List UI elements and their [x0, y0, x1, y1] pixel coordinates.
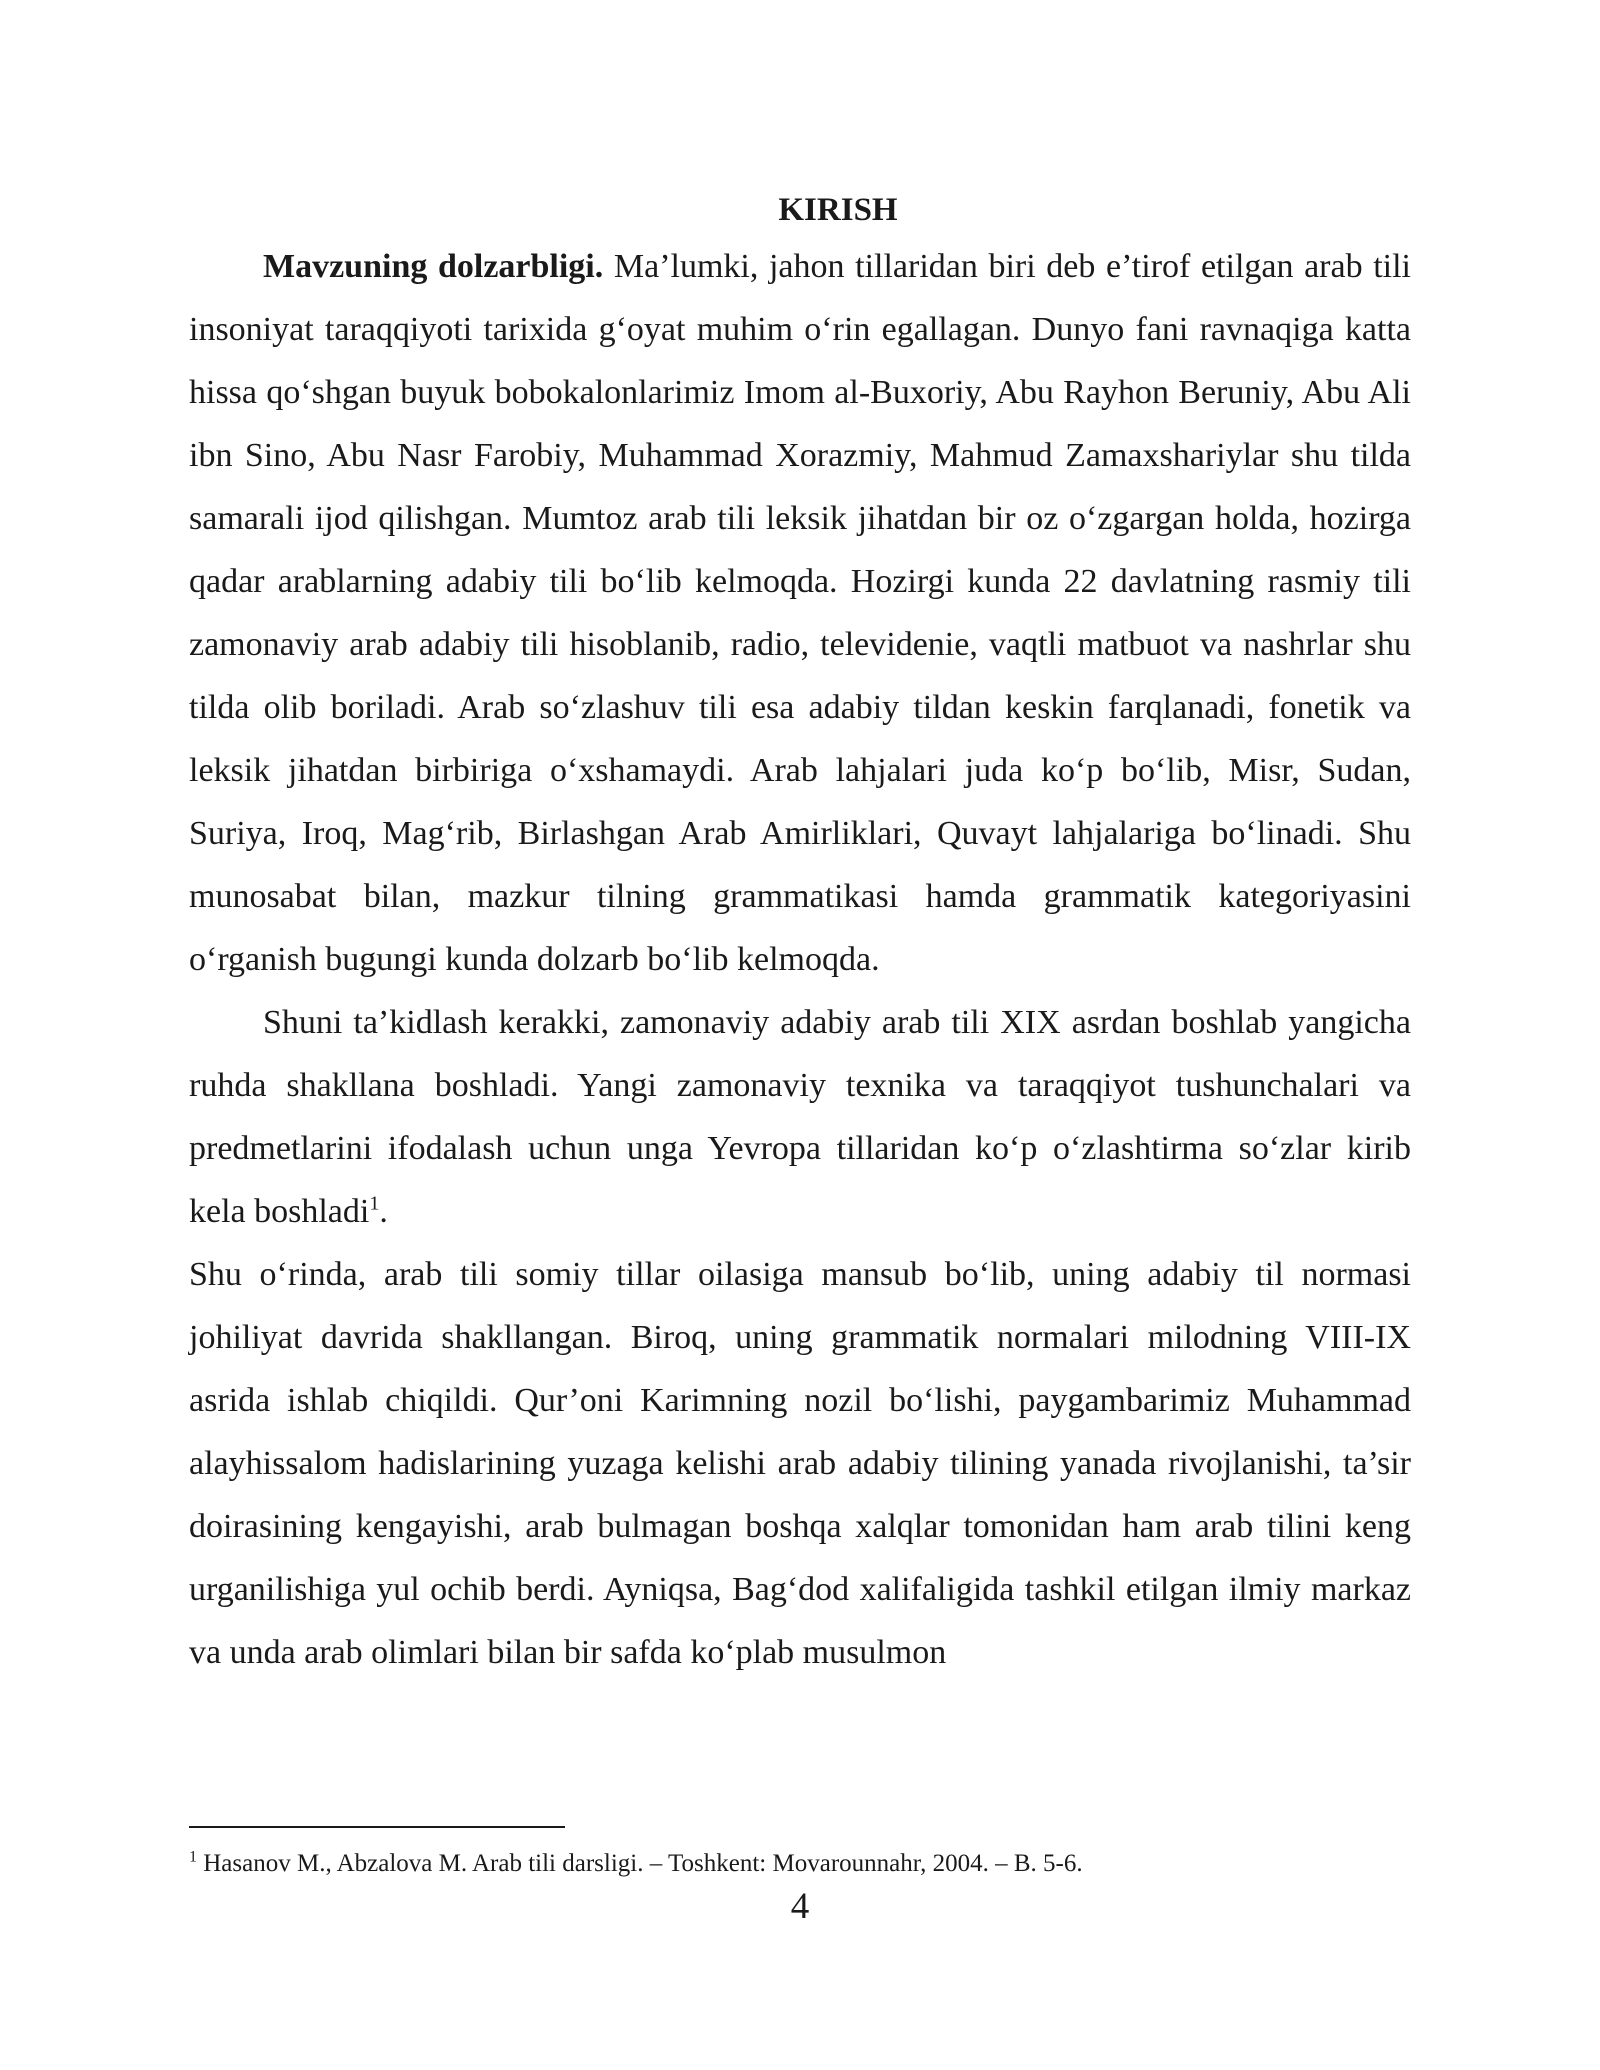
- footnote-marker: 1: [189, 1848, 197, 1866]
- paragraph-lead: Mavzuning dolzarbligi.: [263, 248, 604, 285]
- paragraph-text: Shuni ta’kidlash kerakki, zamonaviy adabiy arab tili XIX asrdan boshlab yangicha ruhda shakllana boshladi. Yangi zamonaviy texnika va taraqqiyot tushunchalari va predmetlarini ifodalash uchun unga Yevropa tillaridan ko‘p o‘zlashtirma so‘zlar kirib kela boshladi: [189, 1004, 1411, 1230]
- paragraph-tail: .: [379, 1193, 388, 1230]
- paragraph-modern-arabic: [189, 991, 1411, 1243]
- section-heading: KIRISH: [778, 192, 898, 228]
- page-number: 4: [790, 1886, 810, 1927]
- paragraph-relevance: [189, 235, 1411, 991]
- footnote: [189, 1846, 1411, 1882]
- page-body: [189, 185, 1411, 1684]
- paragraph-text: Ma’lumki, jahon tillaridan biri deb e’tirof etilgan arab tili insoniyat taraqqiyoti tarixida g‘oyat muhim o‘rin egallagan. Dunyo fani ravnaqiga katta hissa qo‘shgan buyuk bobokalonlarimiz Imom al-Buxoriy, Abu Rayhon Beruniy, Abu Ali ibn Sino, Abu Nasr Farobiy, Muhammad Xorazmiy, Mahmud Zamaxshariylar shu tilda samarali ijod qilishgan. Mumtoz arab tili leksik jihatdan bir oz o‘zgargan holda, hozirga qadar arablarning adabiy tili bo‘lib kelmoqda. Hozirgi kunda 22 davlatning rasmiy tili zamonaviy arab adabiy tili hisoblanib, radio, televidenie, vaqtli matbuot va nashrlar shu tilda olib boriladi. Arab so‘zlashuv tili esa adabiy tildan keskin farqlanadi, fonetik va leksik jihatdan birbiriga o‘xshamaydi. Arab lahjalari juda ko‘p bo‘lib, Misr, Sudan, Suriya, Iroq, Mag‘rib, Birlashgan Arab Amirliklari, Quvayt lahjalariga bo‘linadi. Shu munosabat bilan, mazkur tilning grammatikasi hamda grammatik kategoriyasini o‘rganish bugungi kunda dolzarb bo‘lib kelmoqda.: [189, 248, 1411, 978]
- footnote-divider: [189, 1826, 565, 1828]
- footnote-reference[interactable]: 1: [369, 1192, 380, 1215]
- paragraph-text: Shu o‘rinda, arab tili somiy tillar oilasiga mansub bo‘lib, uning adabiy til normasi johiliyat davrida shakllangan. Biroq, uning grammatik normalari milodning VIII-IX asrida ishlab chiqildi. Qur’oni Karimning nozil bo‘lishi, paygambarimiz Muhammad alayhissalom hadislarining yuzaga kelishi arab adabiy tilining yanada rivojlanishi, ta’sir doirasining kengayishi, arab bulmagan boshqa xalqlar tomonidan ham arab tilini keng urganilishiga yul ochib berdi. Ayniqsa, Bag‘dod xalifaligida tashkil etilgan ilmiy markaz va unda arab olimlari bilan bir safda ko‘plab musulmon: [189, 1256, 1411, 1671]
- footnote-text: Hasanov M., Abzalova M. Arab tili darsligi. – Toshkent: Movarounnahr, 2004. – B. 5-6.: [197, 1850, 1083, 1877]
- paragraph-semitic-languages: [189, 1243, 1411, 1684]
